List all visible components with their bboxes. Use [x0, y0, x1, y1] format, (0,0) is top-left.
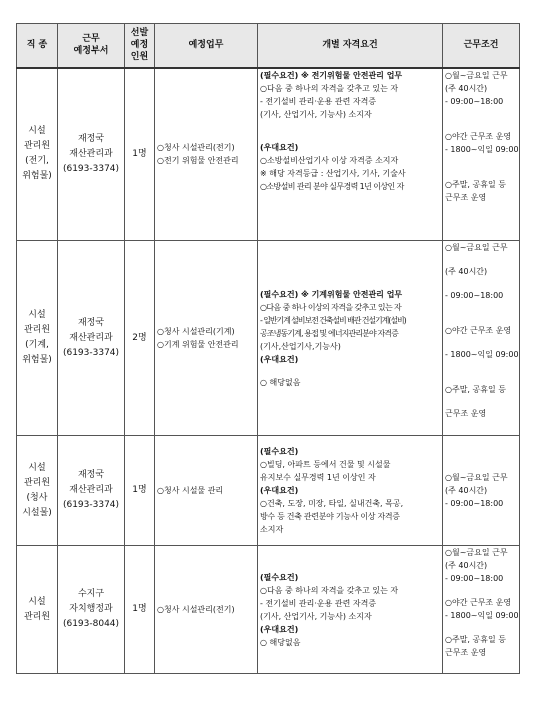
- spacer: [445, 396, 519, 407]
- header-department-line2: 예정부서: [73, 46, 109, 57]
- department-line: 재정국: [77, 470, 105, 480]
- condition-line: ○월~금요일 근무: [445, 548, 508, 557]
- condition-line: - 1800~익일 09:00: [445, 611, 519, 620]
- category-cell: [17, 68, 58, 241]
- condition-line: - 09:00~18:00: [445, 96, 504, 106]
- condition-line: ○월~금요일 근무: [445, 243, 508, 252]
- requirement-line: ○다음 중 하나 이상의 자격을 갖추고 있는 자: [260, 302, 402, 312]
- header-requirements-label: 개별 자격요건: [322, 40, 378, 51]
- spacer: [445, 254, 519, 265]
- header-requirements: [258, 24, 443, 68]
- department-phone: (6193-3374): [62, 163, 120, 174]
- requirement-line: (기사, 산업기사, 기능사) 소지자: [260, 611, 372, 621]
- requirement-line: 유지보수 실무경력 1년 이상인 자: [260, 473, 376, 482]
- department-phone: (6193-8044): [62, 619, 120, 629]
- department-line: 재산관리과: [69, 332, 113, 343]
- condition-line: - 09:00~18:00: [445, 499, 504, 508]
- count-value: 1명: [132, 148, 147, 159]
- preferred-heading: (우대요건): [260, 142, 299, 152]
- requirement-line: (기사, 산업기사, 기능사) 소지자: [260, 109, 372, 119]
- requirement-line: ○다음 중 하나의 자격을 갖추고 있는 자: [260, 585, 399, 595]
- condition-line: ○월~금요일 근무: [445, 70, 508, 80]
- spacer: [445, 585, 519, 596]
- department-cell: [58, 241, 125, 436]
- department-cell: [58, 436, 125, 546]
- requirement-line: ○소방설비산업기사 이상 자격증 소지자: [260, 155, 399, 165]
- table-row: [17, 436, 520, 546]
- header-count: [125, 24, 155, 68]
- condition-line: (주 40시간): [445, 83, 488, 93]
- requirement-line: ○소방설비 관리 분야 실무경력 1년 이상인 자: [260, 181, 404, 191]
- header-count-line1: 선발: [130, 28, 149, 39]
- department-phone: (6193-3374): [62, 500, 120, 510]
- preferred-heading: (우대요건): [260, 486, 299, 495]
- condition-line: - 09:00~18:00: [445, 574, 504, 583]
- required-heading: (필수요건) ※ 기계위험물 안전관리 업무: [260, 289, 403, 299]
- department-line: 재정국: [77, 133, 105, 144]
- spacer: [260, 121, 442, 131]
- duty-cell: [155, 436, 258, 546]
- spacer: [445, 622, 519, 633]
- recruitment-table: [16, 23, 520, 674]
- count-value: 1명: [132, 485, 147, 495]
- category-line: (청사: [26, 492, 48, 503]
- condition-line: (주 40시간): [445, 561, 488, 570]
- condition-line: 근무조 운영: [445, 648, 487, 657]
- department-line: 자치행정과: [69, 604, 113, 614]
- duty-item: ○청사 시설관리(기계): [157, 327, 235, 336]
- requirements-cell: [258, 436, 443, 546]
- requirement-line: 소지자: [260, 525, 284, 534]
- conditions-cell: [443, 546, 520, 674]
- department-line: 재정국: [77, 317, 105, 328]
- department-cell: [58, 68, 125, 241]
- condition-line: ○야간 근무조 운영: [445, 326, 512, 335]
- conditions-cell: [443, 436, 520, 546]
- requirement-line: ○다음 중 하나의 자격을 갖추고 있는 자: [260, 83, 399, 93]
- category-line: 관리원: [23, 477, 51, 488]
- category-line: 시설: [28, 126, 46, 137]
- requirement-line: - 일반기계 설비보전 건축설비 배관 건설기계(설비): [260, 315, 406, 325]
- condition-line: ○주말, 공휴일 등: [445, 385, 506, 394]
- requirement-line: ○빌딩, 아파트 등에서 건물 및 시설물: [260, 460, 391, 469]
- requirements-cell: [258, 68, 443, 241]
- requirement-line: ○ 해당없음: [260, 377, 301, 387]
- table-row: [17, 241, 520, 436]
- requirement-line: ※ 해당 자격등급 : 산업기사, 기사, 기술사: [260, 168, 406, 178]
- header-conditions: [443, 24, 520, 68]
- condition-line: 근무조 운영: [445, 192, 487, 202]
- condition-line: - 1800~익일 09:00: [445, 350, 519, 359]
- condition-line: 근무조 운영: [445, 409, 487, 418]
- count-value: 2명: [132, 332, 147, 343]
- category-line: 관리원: [23, 611, 51, 622]
- requirements-cell: [258, 241, 443, 436]
- header-category: [17, 24, 58, 68]
- condition-line: ○월~금요일 근무: [445, 473, 508, 482]
- conditions-cell: [443, 68, 520, 241]
- spacer: [445, 119, 519, 130]
- required-heading: (필수요건): [260, 447, 299, 456]
- category-line: 시설: [28, 596, 46, 607]
- condition-line: - 09:00~18:00: [445, 291, 504, 300]
- spacer: [445, 156, 519, 167]
- header-conditions-label: 근무조건: [463, 40, 499, 51]
- category-cell: [17, 241, 58, 436]
- category-line: 관리원: [23, 141, 51, 152]
- category-line: 시설물): [22, 507, 52, 518]
- count-value: 1명: [132, 604, 147, 614]
- duty-item: ○청사 시설물 관리: [157, 486, 224, 495]
- requirement-line: ○건축, 도장, 미장, 타일, 실내건축, 목공,: [260, 499, 404, 508]
- table-row: [17, 546, 520, 674]
- condition-line: - 1800~익일 09:00: [445, 144, 519, 154]
- required-heading: (필수요건) ※ 전기위험물 안전관리 업무: [260, 70, 403, 80]
- category-line: 위험물): [22, 355, 52, 365]
- spacer: [445, 313, 519, 324]
- header-category-label: 직 종: [26, 40, 48, 51]
- condition-line: (주 40시간): [445, 486, 488, 495]
- category-line: (기계,: [25, 340, 49, 350]
- category-line: 관리원: [23, 325, 51, 335]
- preferred-heading: (우대요건): [260, 624, 299, 634]
- count-cell: [125, 241, 155, 436]
- conditions-cell: [443, 241, 520, 436]
- category-line: 위험물): [22, 171, 52, 182]
- department-cell: [58, 546, 125, 674]
- header-department-line1: 근무: [82, 34, 100, 45]
- condition-line: ○야간 근무조 운영: [445, 131, 512, 141]
- department-line: 재산관리과: [69, 485, 113, 495]
- duty-cell: [155, 546, 258, 674]
- duty-item: ○청사 시설관리(전기): [157, 143, 235, 153]
- header-count-line3: 인원: [130, 52, 149, 63]
- department-line: 재산관리과: [69, 148, 113, 159]
- count-cell: [125, 68, 155, 241]
- spacer: [260, 366, 442, 376]
- requirement-line: ○ 해당없음: [260, 637, 301, 647]
- spacer: [445, 278, 519, 289]
- condition-line: ○주말, 공휴일 등: [445, 635, 506, 644]
- category-line: 시설: [28, 310, 46, 320]
- header-row: [17, 24, 520, 68]
- required-heading: (필수요건): [260, 572, 299, 582]
- category-line: 시설: [28, 462, 46, 473]
- header-department: [58, 24, 125, 68]
- spacer: [260, 131, 442, 141]
- spacer: [445, 167, 519, 178]
- duty-item: ○전기 위험물 안전관리: [157, 156, 239, 166]
- department-line: 수지구: [77, 589, 105, 599]
- spacer: [445, 361, 519, 372]
- header-duty: [155, 24, 258, 68]
- category-cell: [17, 436, 58, 546]
- duty-cell: [155, 68, 258, 241]
- condition-line: ○야간 근무조 운영: [445, 598, 512, 607]
- preferred-heading: (우대요건): [260, 354, 299, 364]
- count-cell: [125, 436, 155, 546]
- table-row: [17, 68, 520, 241]
- spacer: [445, 302, 519, 313]
- requirement-line: 방수 등 건축 관련분야 기능사 이상 자격증: [260, 512, 400, 521]
- requirement-line: 공조냉동기계, 용접 및 에너지관리분야 자격증: [260, 328, 398, 338]
- duty-item: ○기계 위험물 안전관리: [157, 340, 239, 349]
- category-cell: [17, 546, 58, 674]
- requirement-line: - 전기설비 관리·운용 관련 자격증: [260, 96, 377, 106]
- requirement-line: - 전기설비 관리·운용 관련 자격증: [260, 598, 377, 608]
- requirements-cell: [258, 546, 443, 674]
- spacer: [445, 108, 519, 119]
- duty-item: ○청사 시설관리(전기): [157, 605, 235, 614]
- condition-line: ○주말, 공휴일 등: [445, 179, 506, 189]
- count-cell: [125, 546, 155, 674]
- spacer: [445, 337, 519, 348]
- header-duty-label: 예정업무: [188, 40, 224, 51]
- condition-line: (주 40시간): [445, 267, 488, 276]
- department-phone: (6193-3374): [62, 347, 120, 358]
- spacer: [445, 372, 519, 383]
- header-count-line2: 예정: [130, 40, 149, 51]
- category-line: (전기,: [25, 156, 49, 167]
- duty-cell: [155, 241, 258, 436]
- requirement-line: (기사,산업기사,기능사): [260, 341, 341, 351]
